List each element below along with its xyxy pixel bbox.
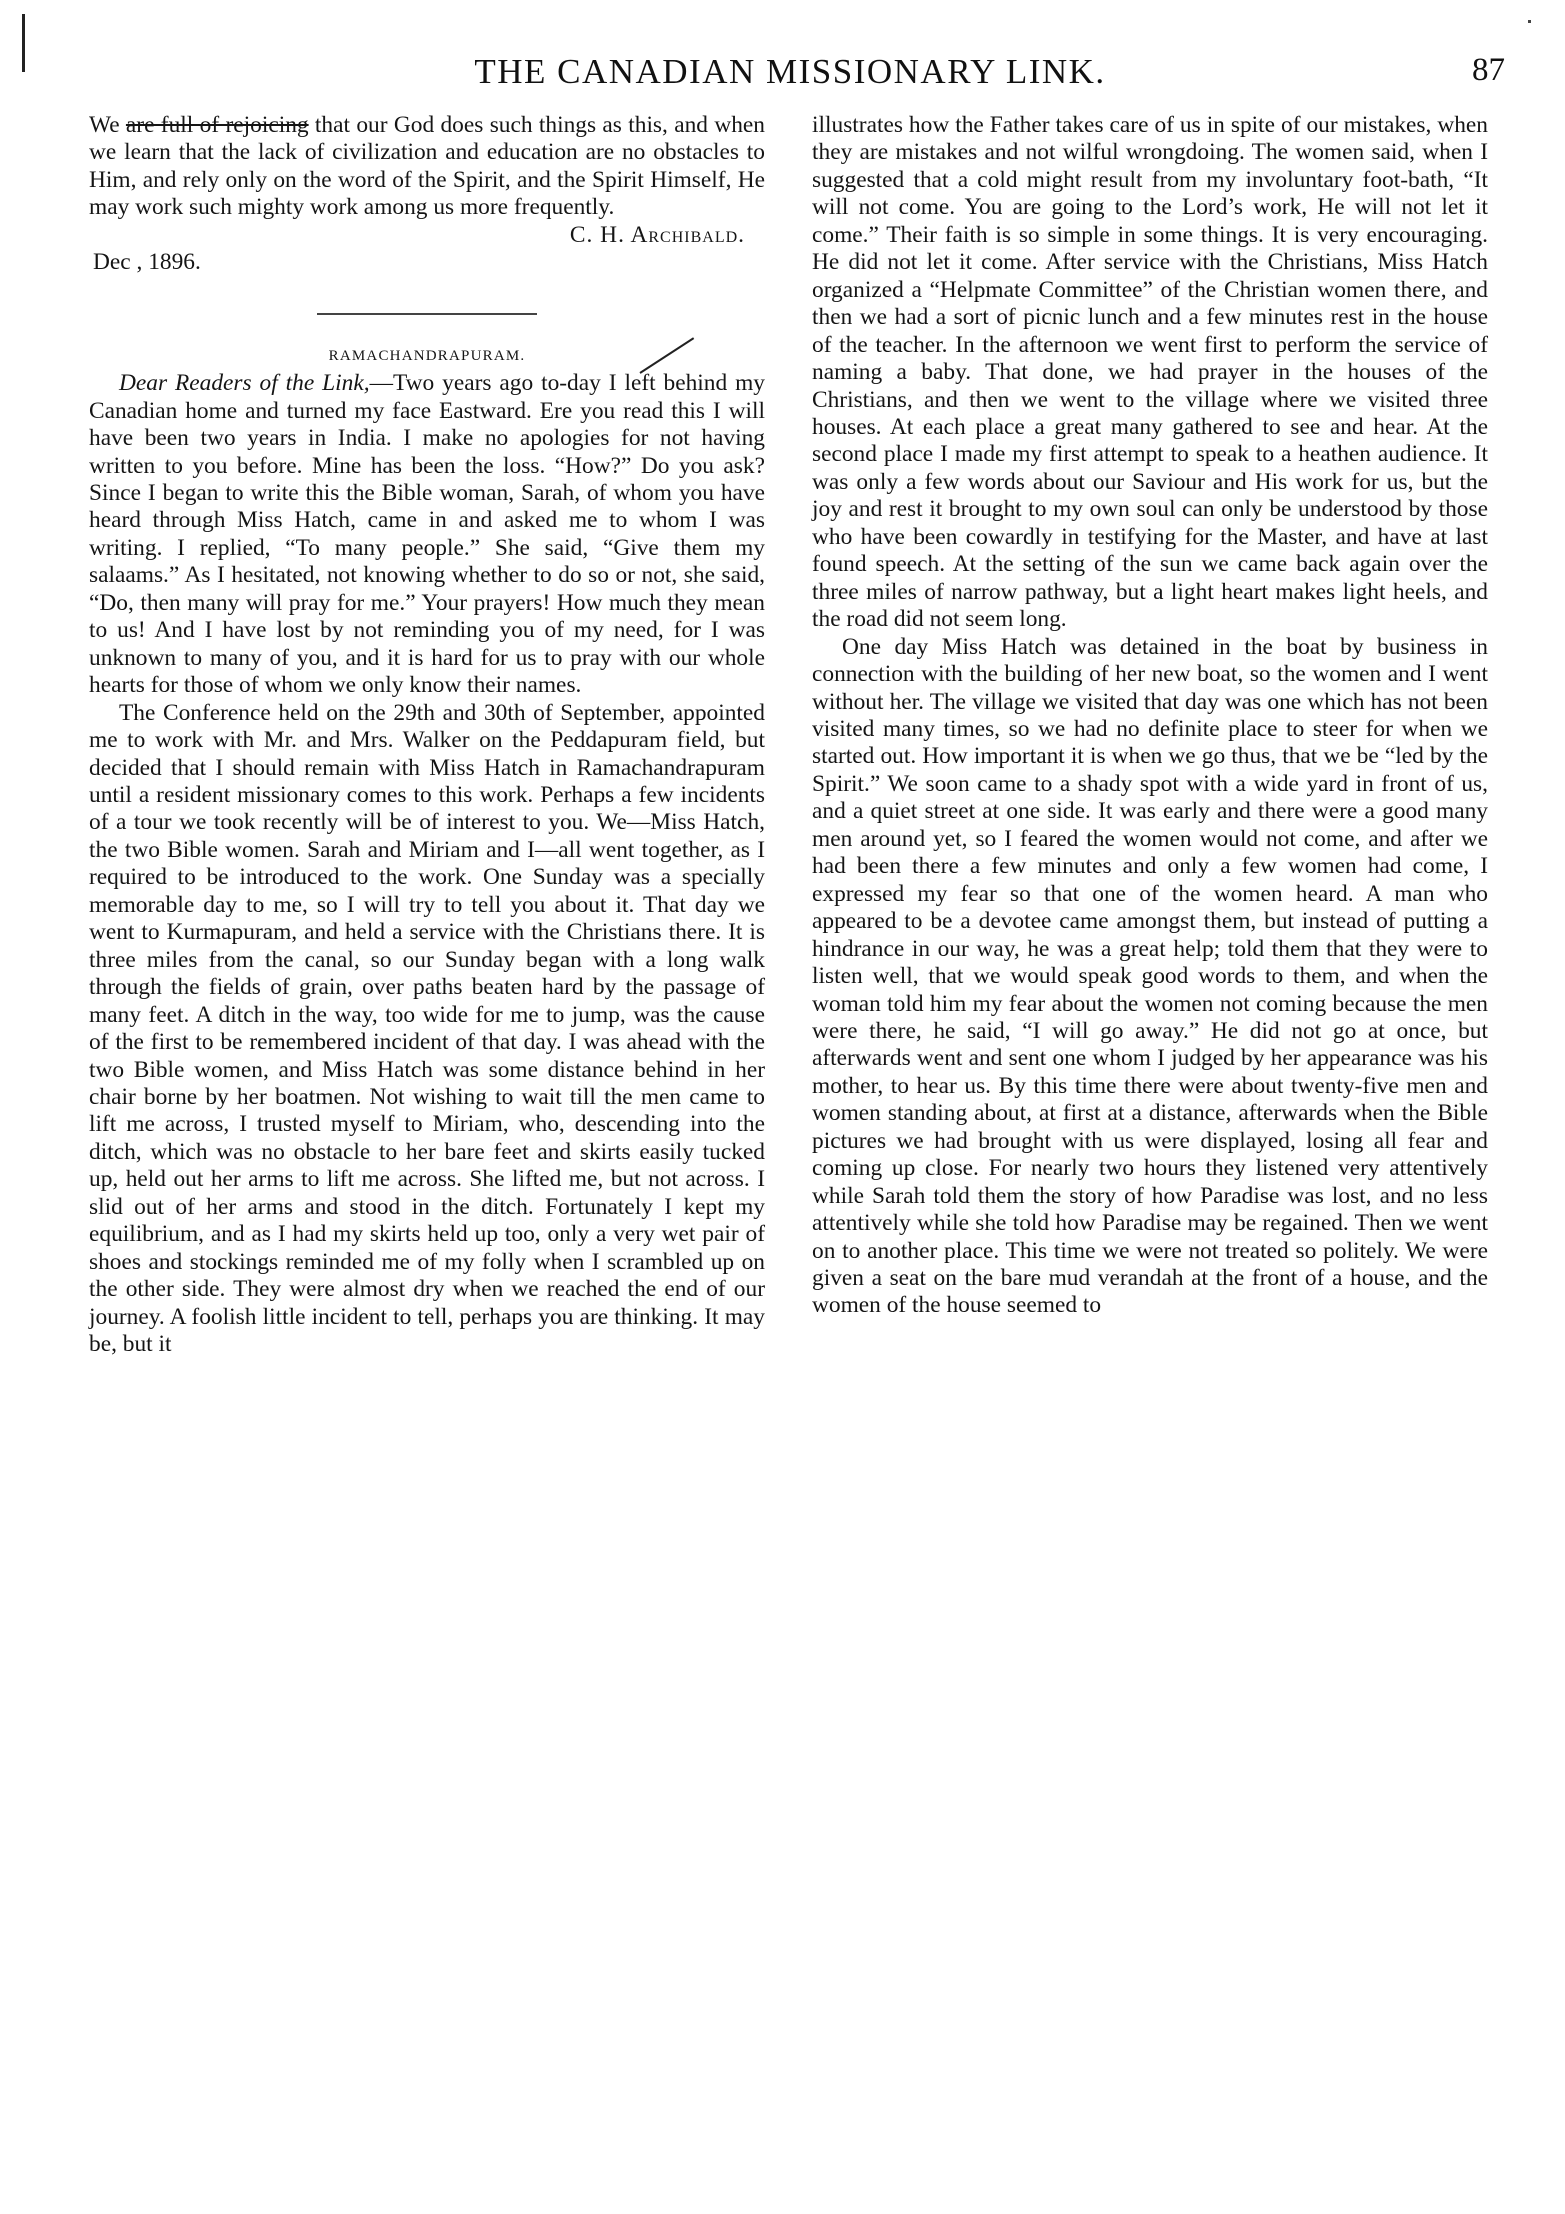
- signature: C. H. Archibald.: [569, 221, 745, 248]
- intro-text-before: We: [89, 112, 126, 138]
- intro-paragraph: [89, 112, 765, 222]
- running-title: THE CANADIAN MISSIONARY LINK.: [474, 52, 1106, 91]
- scan-speck: [1528, 20, 1531, 23]
- salutation: Dear Readers of the Link,: [119, 370, 370, 397]
- letter-paragraph-2: The Conference held on the 29th and 30th of September, appointed me to work with Mr. and Mrs. Walker on the Peddapuram field, but decided that I should remain with Miss Hatch in Ramachandrapuram until a resident missionary comes to this work. Perhaps a few incidents of a tour we took recently will be of interest to you. We—Miss Hatch, the two Bible women. Sarah and Miriam and I—all went together, as I required to be introduced to the work. One Sunday was a specially memorable day to me, so I will try to tell you about it. That day we went to Kurmapuram, and held a service with the Christians there. It is three miles from the canal, so our Sunday began with a long walk through the fields of grain, over paths beaten hard by the passage of many feet. A ditch in the way, too wide for me to jump, was the cause of the first to be remembered incident of that day. I was ahead with the two Bible women, and Miss Hatch was some distance behind in her chair borne by her boatmen. Not wishing to wait till the men came to lift me across, I trusted myself to Miriam, who, descending into the ditch, which was no obstacle to her bare feet and skirts easily tucked up, held out her arms to lift me across. She lifted me, but not across. I slid out of her arms and stood in the ditch. Fortunately I kept my equilibrium, and as I had my skirts held up too, only a very wet pair of shoes and stockings reminded me of my folly when I scrambled up on the other side. They were almost dry when we reached the end of our journey. A foolish little incident to tell, perhaps you are thinking. It may be, but it: [89, 699, 765, 1358]
- right-paragraph-1: illustrates how the Father takes care of us in spite of our mistakes, when they are mistakes and not wilful wrongdoing. The women said, when I suggested that a cold might result from my involuntary foot-bath, “It will not come. You are going to the Lord’s work, He will not let it come.” Their faith is so simple in some things. It is very encouraging. He did not let it come. After service with the Christians, Miss Hatch organized a “Helpmate Committee” of the Christian women there, and then we had a sort of picnic lunch and a few minutes rest in the house of the teacher. In the afternoon we went first to perform the service of naming a baby. That done, we had prayer in the houses of the Christians, and then we went to the village where we visited three houses. At each place a great many gathered to see and hear. At the second place I made my first attempt to speak to a heathen audience. It was only a few words about our Saviour and His work for us, but the joy and rest it brought to my own soul can only be understood by those who have been cowardly in testifying for the Master, and have at last found speech. At the setting of the sun we came back again over the three miles of narrow pathway, but a light heart makes light heels, and the road did not seem long.: [812, 112, 1488, 633]
- section-title: RAMACHANDRAPURAM.: [328, 347, 526, 364]
- intro-text-after: that our God does such things as this, and when we learn that the lack of civilization and education are no obstacles to Him, and rely only on the word of the Spirit, and the Spirit Himself, He may work such mighty work among us more frequently.: [89, 112, 765, 221]
- left-column: [89, 112, 765, 1358]
- page-number: 87: [1472, 52, 1505, 88]
- right-paragraph-2: One day Miss Hatch was detained in the boat by business in connection with the building of her new boat, so the women and I went without her. The village we visited that day was one which has not been visited many times, so we had no definite place to steer for when we started out. How important it is when we go thus, that we be “led by the Spirit.” We soon came to a shady spot with a wide yard in front of us, and a quiet street at one side. It was early and there were a good many men around yet, so I feared the women would not come, and after we had been there a few minutes and only a few women had come, I expressed my fear so that one of the women heard. A man who appeared to be a devotee came amongst them, but instead of putting a hindrance in our way, he was a great help; told them that they were to listen well, that we would speak good words to them, and when the woman told him my fear about the women not coming because the men were there, he said, “I will go away.” He did not go at once, but afterwards went and sent one whom I judged by her appearance was his mother, to hear us. By this time there were about twenty-five men and women standing about, at first at a distance, afterwards when the Bible pictures we had brought with us were displayed, losing all fear and coming up close. For nearly two hours they listened very attentively while Sarah told them the story of how Paradise was lost, and no less attentively while she told how Paradise may be regained. Then we went on to another place. This time we were not treated so politely. We were given a seat on the bare mud verandah at the front of a house, and the women of the house seemed to: [812, 633, 1488, 1319]
- letter-paragraph-1: [89, 370, 765, 699]
- letter-paragraph-1-text: —Two years ago to-day I left behind my Canadian home and turned my face Eastward. Ere you read this I will have been two years in India. I make no apologies for not having written to you before. Mine has been the loss. “How?” Do you ask? Since I began to write this the Bible woman, Sarah, of whom you have heard through Miss Hatch, came in and asked me to whom I was writing. I replied, “To many people.” She said, “Give them my salaams.” As I hesitated, not knowing whether to do so or not, she said, “Do, then many will pray for me.” Your prayers! How much they mean to us! And I have lost by not reminding you of my need, for I was unknown to many of you, and it is hard for us to pray with our whole hearts for those of whom we only know their names.: [89, 370, 765, 699]
- right-column: [812, 112, 1488, 1320]
- dateline: Dec , 1896.: [93, 249, 201, 276]
- struck-text: are full of rejoicing: [125, 112, 309, 138]
- page-header: [0, 52, 1565, 106]
- section-divider: [317, 313, 537, 315]
